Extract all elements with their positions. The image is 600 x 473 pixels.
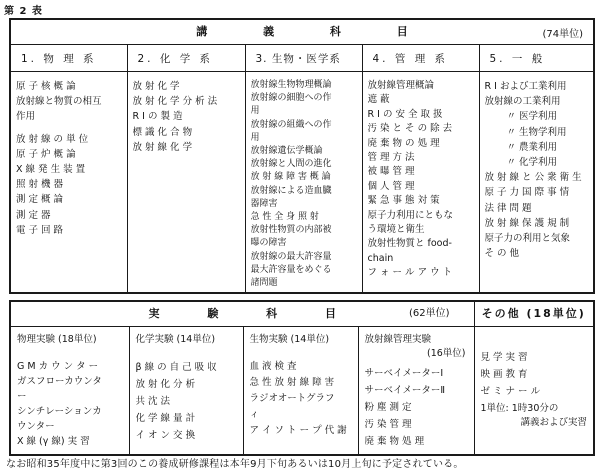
list-item: そ の 他 bbox=[484, 248, 520, 260]
list-item: 放 射 化 学 分 析 法 bbox=[132, 96, 218, 108]
list-item: フ ォ ー ル ア ウ ト bbox=[367, 267, 453, 279]
footnote: なお昭和35年度中に第3回のこの養成研修課程は本年9月下旬あるいは10月上旬に予定されている。 bbox=[6, 459, 464, 470]
lecture-list-biomedical bbox=[246, 72, 362, 290]
list-item: サーベイメーターⅡ bbox=[364, 385, 446, 396]
lecture-list-physics bbox=[11, 72, 127, 238]
list-item: 放 射 化 学 bbox=[132, 81, 180, 92]
list-item: 測 定 器 bbox=[16, 209, 51, 221]
experiment-col-heading-units: (16単位) bbox=[426, 348, 466, 359]
list-item: ー bbox=[17, 391, 27, 402]
list-item: 放射線遺伝学概論 bbox=[250, 146, 323, 157]
list-item: 映 画 教 育 bbox=[480, 369, 528, 380]
list-item: 血 液 検 査 bbox=[249, 361, 297, 372]
list-item: R I の 安 全 取 扱 bbox=[367, 108, 443, 120]
table-label: 第 2 表 bbox=[4, 6, 43, 17]
list-item: ウンター bbox=[17, 421, 55, 432]
list-item: 放 射 線 障 害 概 論 bbox=[250, 172, 331, 183]
list-item-note: 講義および実習 bbox=[520, 417, 588, 428]
list-item: シンチレーションカ bbox=[17, 406, 102, 417]
lecture-col-heading-physics: 1. 物 理 系 bbox=[21, 53, 97, 65]
list-item: ア イ ソ ト ー プ 代 謝 bbox=[249, 425, 347, 436]
list-item: 諸問題 bbox=[250, 278, 278, 289]
experiment-header bbox=[11, 302, 474, 326]
experiment-list-biology bbox=[244, 347, 358, 439]
list-item: 放射線の細胞への作 bbox=[250, 93, 332, 104]
list-item: 放射線の組織への作 bbox=[250, 119, 332, 130]
lecture-header bbox=[11, 20, 593, 44]
list-item: 見 学 実 習 bbox=[480, 352, 528, 363]
list-item: 汚 染 管 理 bbox=[364, 419, 412, 430]
lecture-col-heading-chemistry: 2. 化 学 系 bbox=[137, 53, 214, 65]
lecture-units: (74単位) bbox=[542, 29, 584, 40]
list-item: 放 射 線 と 公 衆 衛 生 bbox=[484, 172, 582, 184]
list-item: 〃 化学利用 bbox=[506, 157, 558, 169]
list-item: ゼ ミ ナ ー ル bbox=[480, 386, 541, 397]
list-item: ガスフローカウンタ bbox=[17, 376, 102, 387]
list-item: 放射線の最大許容量 bbox=[250, 251, 332, 262]
other-header: その他 (18単位) bbox=[481, 307, 586, 320]
list-item: 放射線の工業利用 bbox=[484, 96, 561, 108]
lecture-list-chemistry bbox=[128, 72, 245, 155]
list-item: X 線 (γ 線) 実 習 bbox=[17, 436, 90, 447]
list-item: 放射線と物質の相互 bbox=[16, 96, 102, 108]
lecture-col-heading-management: 4. 管 理 系 bbox=[372, 53, 449, 65]
list-item: 緊 急 事 態 対 策 bbox=[367, 195, 440, 207]
list-item: 原 子 核 概 論 bbox=[16, 81, 76, 92]
list-item: 廃 棄 物 の 処 理 bbox=[367, 137, 440, 149]
list-item: 原 子 炉 概 論 bbox=[16, 148, 76, 160]
list-item: 1単位: 1時30分の bbox=[480, 403, 559, 414]
list-item: 放射線生物物理概論 bbox=[250, 80, 332, 90]
list-item: 被 曝 管 理 bbox=[367, 166, 415, 178]
list-item: 放 射 線 保 護 規 制 bbox=[484, 217, 570, 229]
list-item: 急 性 放 射 線 障 害 bbox=[249, 377, 335, 388]
list-item: 電 子 回 路 bbox=[16, 224, 64, 236]
list-item: 廃 棄 物 処 理 bbox=[364, 436, 425, 447]
list-item: 化 学 線 量 計 bbox=[135, 413, 196, 424]
list-item: 管 理 方 法 bbox=[367, 152, 415, 164]
experiment-table bbox=[9, 300, 595, 456]
lecture-list-management bbox=[363, 72, 479, 281]
list-item: 最大許容量をめぐる bbox=[250, 264, 332, 275]
list-item: 放射線と人間の進化 bbox=[250, 159, 332, 170]
list-item: X 線 発 生 装 置 bbox=[16, 164, 86, 176]
experiment-list-radiation-management bbox=[359, 361, 474, 450]
experiment-units: (62単位) bbox=[408, 308, 450, 319]
experiment-col-heading-chemistry: 化学実験 (14単位) bbox=[135, 334, 216, 345]
list-item: 測 定 概 論 bbox=[16, 194, 64, 206]
list-item: G M カ ウ ン タ ー bbox=[17, 361, 99, 372]
list-item: 用 bbox=[250, 132, 260, 143]
list-item: 原 子 力 国 際 事 情 bbox=[484, 187, 570, 199]
list-item: 〃 農業利用 bbox=[506, 141, 558, 153]
list-item: 急 性 全 身 照 射 bbox=[250, 212, 319, 223]
list-item: 遮 蔽 bbox=[367, 94, 390, 106]
lecture-col-heading-biomedical: 3. 生物・医学系 bbox=[255, 53, 341, 65]
list-item: 放 射 線 化 学 bbox=[132, 141, 193, 153]
list-item: 標 識 化 合 物 bbox=[132, 126, 193, 138]
experiment-list-physics bbox=[11, 347, 129, 449]
lecture-title: 講 義 科 目 bbox=[196, 25, 434, 38]
list-item: 照 射 機 器 bbox=[16, 179, 64, 191]
list-item: 法 律 問 題 bbox=[484, 202, 532, 214]
list-item: 〃 医学利用 bbox=[506, 111, 558, 123]
lecture-list-general bbox=[480, 72, 594, 261]
list-item: chain bbox=[367, 252, 394, 264]
list-item: 原子力利用にともな bbox=[367, 209, 454, 221]
list-item: 汚 染 と そ の 除 去 bbox=[367, 123, 453, 135]
list-item: う環境と衛生 bbox=[367, 224, 425, 236]
experiment-col-heading-radiation-management bbox=[359, 327, 474, 361]
list-item: 放射性物質と food- bbox=[367, 238, 452, 250]
list-item: イ オ ン 交 換 bbox=[135, 430, 196, 441]
list-item: 原子力の利用と気象 bbox=[484, 233, 571, 245]
list-item: 器障害 bbox=[250, 198, 278, 209]
list-item: 放射線管理概論 bbox=[367, 80, 435, 91]
experiment-col-heading-text: 放射線管理実験 bbox=[364, 334, 432, 345]
list-item: 個 人 管 理 bbox=[367, 180, 415, 192]
list-item: ラジオオートグラフ bbox=[249, 393, 335, 404]
list-item: 〃 生物学利用 bbox=[506, 126, 567, 138]
list-item: 用 bbox=[250, 106, 260, 117]
list-item: 放射性物質の内部被 bbox=[250, 225, 332, 236]
lecture-table bbox=[9, 18, 595, 294]
experiment-col-heading-physics: 物理実験 (18単位) bbox=[17, 334, 97, 345]
experiment-col-heading-biology: 生物実験 (14単位) bbox=[249, 334, 330, 345]
experiment-title: 実 験 科 目 bbox=[148, 307, 358, 320]
lecture-col-heading-general: 5. 一 般 bbox=[489, 53, 546, 65]
list-item: 曝の障害 bbox=[250, 238, 287, 249]
list-item: 放射線による造血臓 bbox=[250, 185, 332, 196]
list-item: 放 射 化 分 析 bbox=[135, 379, 196, 390]
other-list bbox=[475, 327, 594, 429]
list-item: R I および工業利用 bbox=[484, 81, 567, 92]
list-item: 放 射 線 の 単 位 bbox=[16, 133, 89, 145]
experiment-list-chemistry bbox=[130, 347, 243, 444]
list-item: 作用 bbox=[16, 111, 36, 123]
list-item: R I の 製 造 bbox=[132, 111, 183, 123]
list-item: 粉 塵 測 定 bbox=[364, 402, 412, 413]
list-item: β 線 の 自 己 吸 収 bbox=[135, 362, 217, 373]
list-item: ィ bbox=[249, 409, 260, 420]
list-item: サーベイメーターⅠ bbox=[364, 368, 444, 379]
list-item: 共 沈 法 bbox=[135, 396, 171, 407]
